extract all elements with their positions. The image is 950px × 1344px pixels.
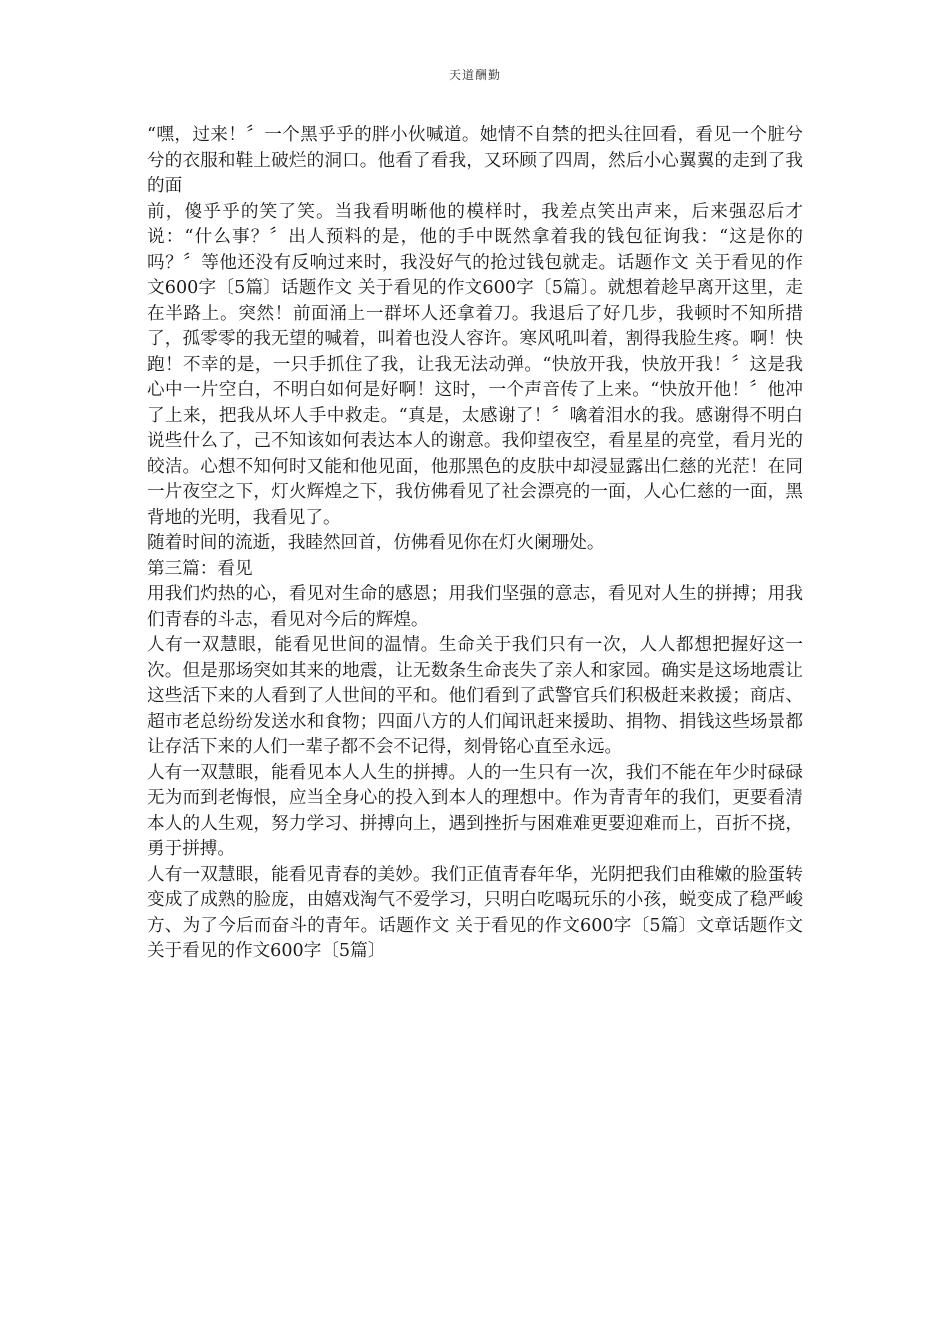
paragraph: “嘿，过来！〞一个黑乎乎的胖小伙喊道。她情不自禁的把头往回看，看见一个脏兮兮的衣服和鞋上破烂的洞口。他看了看我，又环顾了四周，然后小心翼翼的走到了我的面 [147, 125, 803, 196]
paragraph: 随着时间的流逝，我睦然回首，仿佛看见你在灯火阑珊处。 [147, 533, 605, 553]
page-header: 天道酬勤 [448, 68, 501, 82]
paragraph: 人有一双慧眼，能看见本人人生的拼搏。人的一生只有一次，我们不能在年少时碌碌无为而到老悔恨，应当全身心的投入到本人的理想中。作为青青年的我们，更要看清本人的人生观，努力学习、拼搏向上，遇到挫折与困难难更要迎难而上，百折不挠，勇于拼搏。 [147, 762, 803, 859]
section-heading: 第三篇：看见 [147, 558, 253, 579]
paragraph: 前，傻乎乎的笑了笑。当我看明晰他的模样时，我差点笑出声来，后来强忍后才说：“什么事？〞出人预料的是，他的手中既然拿着我的钱包征询我：“这是你的吗？〞等他还没有反响过来时，我没好气的抢过钱包就走。话题作文 关于看见的作文600字〔5篇〕话题作文 关于看见的作文600字〔5篇〕。就想着趁早离开这里，走在半路上。突然！前面涌上一群坏人还拿着刀。我退后了好几步，我顿时不知所措了，孤零零的我无望的喊着，叫着也没人容许。寒风吼叫着，割得我脸生疼。啊！快跑！不幸的是，一只手抓住了我，让我无法动弹。“快放开我，快放开我！〞这是我心中一片空白，不明白如何是好啊！这时，一个声音传了上来。“快放开他！〞他冲了上来，把我从坏人手中救走。“真是，太感谢了！〞噙着泪水的我。感谢得不明白说些什么了，己不知该如何表达本人的谢意。我仰望夜空，看星星的亮堂，看月光的皎洁。心想不知何时又能和他见面，他那黑色的皮肤中却浸显露出仁慈的光茫！在同一片夜空之下，灯火辉煌之下，我仿佛看见了社会漂亮的一面，人心仁慈的一面，黑背地的光明，我看见了。 [147, 201, 803, 528]
document-body [147, 123, 803, 965]
paragraph: 人有一双慧眼，能看见世间的温情。生命关于我们只有一次，人人都想把握好这一次。但是那场突如其来的地震，让无数条生命丧失了亲人和家园。确实是这场地震让这些活下来的人看到了人世间的平和。他们看到了武警官兵们积极赶来救援；商店、超市老总纷纷发送水和食物；四面八方的人们闻讯赶来援助、捐物、捐钱这些场景都让存活下来的人们一辈子都不会不记得，刻骨铭心直至永远。 [147, 635, 803, 757]
paragraph: 人有一双慧眼，能看见青春的美妙。我们正值青春年华，光阴把我们由稚嫩的脸蛋转变成了成熟的脸庞，由嬉戏淘气不爱学习，只明白吃喝玩乐的小孩，蜕变成了稳严峻方、为了今后而奋斗的青年。话题作文 关于看见的作文600字〔5篇〕文章话题作文 关于看见的作文600字〔5篇〕 [147, 864, 803, 961]
paragraph: 用我们灼热的心，看见对生命的感恩；用我们坚强的意志，看见对人生的拼搏；用我们青春的斗志，看见对今后的辉煌。 [147, 584, 803, 630]
